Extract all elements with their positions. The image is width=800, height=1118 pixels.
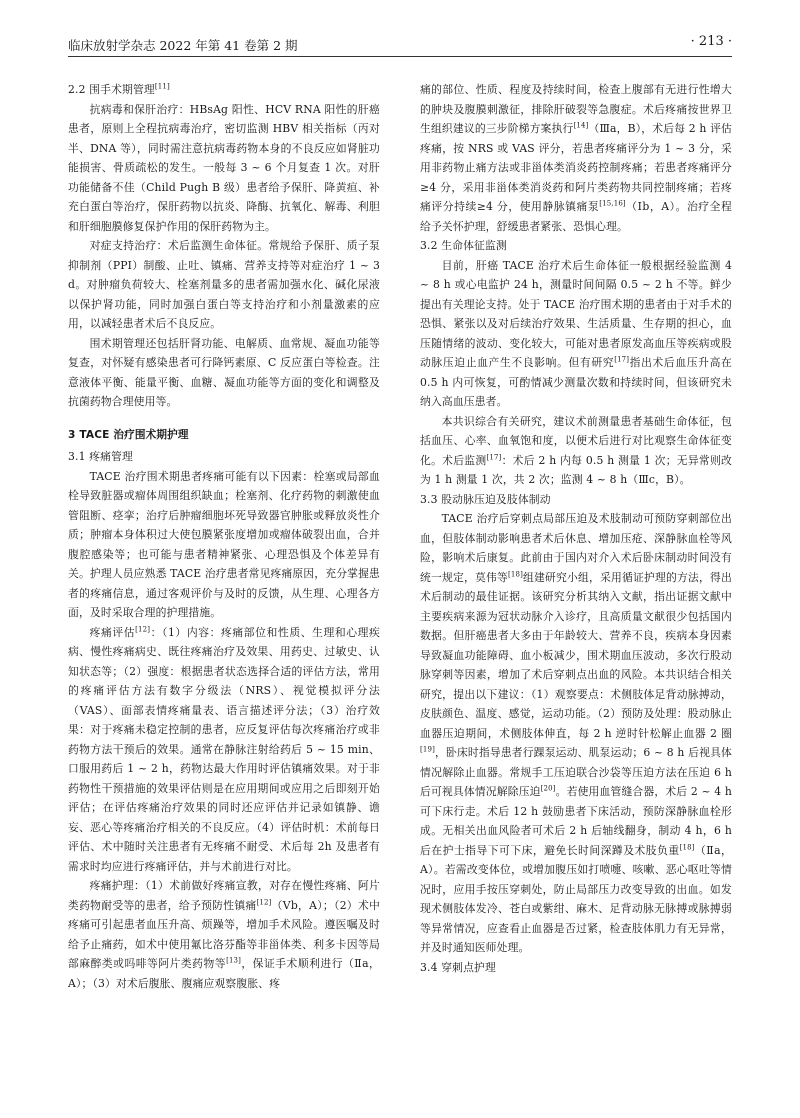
section-2-2-heading: 2.2 围手术期管理[11] [68, 82, 170, 96]
citation: [18] [508, 569, 523, 578]
paragraph: 对症支持治疗：术后监测生命体征。常规给予保肝、质子泵抑制剂（PPI）制酸、止吐、镇痛、营养支持等对症治疗 1 ~ 3 d。对肿瘤负荷较大、栓塞剂量多的患者需加强水化、碱化尿液以保护肾功能，同时加强白蛋白等支持治疗和小剂量激素的应用，以减轻患者术后不良反应。 [68, 239, 380, 330]
section-3-4-heading: 3.4 穿刺点护理 [420, 960, 496, 974]
section-3-1-heading: 3.1 疼痛管理 [68, 450, 133, 463]
left-column [68, 80, 380, 993]
journal-title: 临床放射学杂志 2022 年第 41 卷第 2 期 [68, 38, 298, 53]
paragraph: 疼痛护理：（1）术前做好疼痛宣教，对存在慢性疼痛、阿片类药物耐受等的患者，给予预防性镇痛[12]（Ⅴb，A）；（2）术中疼痛可引起患者血压升高、烦躁等，增加手术风险。遵医嘱及时给予止痛药，如术中使用氟比洛芬酯等非甾体类、利多卡因等局部麻醉类或吗啡等阿片类药物等[13]，保证手术顺利进行（Ⅱa，A）；（3）对术后腹胀、腹痛应观察腹胀、疼 [68, 879, 381, 990]
citation: [13] [226, 956, 242, 965]
section-3-2-heading: 3.2 生命体征监测 [420, 239, 507, 252]
citation: [19] [420, 745, 435, 754]
section-3-3-heading: 3.3 股动脉压迫及肢体制动 [420, 492, 551, 506]
citation: [15,16] [599, 199, 626, 208]
citation: [12] [135, 624, 151, 633]
paragraph: TACE 治疗后穿刺点局部压迫及术肢制动可预防穿刺部位出血，但肢体制动影响患者术后休息、增加压疮、深静脉血栓等风险，影响术后康复。此前由于国内对介入术后卧床制动时间没有统一规定，莫伟等[18]组建研究小组，采用循证护理的方法，得出术后制动的最佳证据。该研究分析其纳入文献，指出证据文献中主要疾病来源为冠状动脉介入诊疗，且高质量文献很少包括国内数据。但肝癌患者大多由于年龄较大、营养不良，疾病本身因素导致凝血功能障碍、血小板减少，围术期血压波动，多次行股动脉穿刺等因素，增加了术后穿刺点出血的风险。本共识结合相关研究，提出以下建议：（1）观察要点：术侧肢体足背动脉搏动，皮肤颜色、温度、感觉，运动功能。（2）预防及处理：股动脉止血器压迫期间，术侧肢体伸直，每 2 h 逆时针松解止血器 2 圈[19]，卧床时指导患者行踝泵运动、肌泵运动；6 ~ 8 h 后视具体情况解除止血器。常规手工压迫联合沙袋等压迫方法在压迫 6 h 后可视具体情况解除压迫[20]。若使用血管缝合器，术后 2 ~ 4 h 可下床行走。术后 12 h 鼓励患者下床活动，预防深静脉血栓形成。无相关出血风险者可术后 2 h 后轴线翻身，制动 4 h，6 h 后在护士指导下可下床，避免长时间深蹲及术肢负重[18]（Ⅱa，A）。若需改变体位，或增加腹压如打喷嚏、咳嗽、恶心呕吐等情况时，应用手按压穿刺处，防止局部压力改变导致的出血。如发现术侧肢体发冷、苍白或紫绀、麻木、足背动脉无脉搏或脉搏弱等异常情况，应查看止血器是否过紧，检查肢体肌力有无异常，并及时通知医师处理。 [420, 512, 733, 954]
paragraph: TACE 治疗围术期患者疼痛可能有以下因素：栓塞或局部血栓导致脏器或瘤体周围组织缺血；栓塞剂、化疗药物的刺激使血管阻断、痉挛；治疗后肿瘤细胞坏死导致器官肿胀或释放炎性介质；肿瘤本身体积过大使包膜紧张度增加或瘤体破裂出血，合并腹腔感染等；也可能与患者精神紧张、心理恐惧及个体差异有关。护理人员应熟悉 TACE 治疗患者常见疼痛原因，充分掌握患者的疼痛信息，通过客观评价与及时的反馈，从生理、心理各方面，及时采取合理的护理措施。 [68, 469, 380, 619]
paragraph: 围术期管理还包括肝肾功能、电解质、血常规、凝血功能等复查，对怀疑有感染患者可行降钙素原、C 反应蛋白等检查。注意液体平衡、能量平衡、血糖、凝血功能等方面的变化和调整及抗菌药物合理使用等。 [68, 336, 380, 408]
citation: [17] [614, 355, 630, 364]
citation: [20] [540, 784, 556, 793]
citation: [12] [256, 897, 272, 906]
running-header [68, 34, 732, 57]
citation: [11] [154, 82, 170, 91]
citation: [14] [573, 121, 589, 130]
section-3-heading: 3 TACE 治疗围术期护理 [68, 428, 189, 441]
paragraph: 抗病毒和保肝治疗：HBsAg 阳性、HCV RNA 阳性的肝癌患者，原则上全程抗病毒治疗，密切监测 HBV 相关指标（丙对半、DNA 等），同时需注意抗病毒药物本身的不良反应如肾脏功能损害、骨质疏松的发生。一般每 3 ~ 6 个月复查 1 次。对肝功能储备不佳（Child Pugh B 级）患者给予保肝、降黄疸、补充白蛋白等治疗，保肝药物以抗炎、降酶、抗氧化、解毒、利胆和肝细胞膜修复保护作用的保肝药物为主。 [68, 102, 380, 233]
citation: [18] [679, 842, 695, 851]
citation: [17] [486, 452, 502, 461]
page-number: · 213 · [690, 34, 732, 49]
right-column [420, 80, 732, 977]
paragraph: 疼痛评估[12]：（1）内容：疼痛部位和性质、生理和心理疾病、慢性疼痛病史、既往疼痛治疗及效果、用药史、过敏史、认知状态等；（2）强度：根据患者状态选择合适的评估方法，常用的疼痛评估方法有数字分级法（NRS）、视觉模拟评分法（VAS）、面部表情疼痛量表、语言描述评分法；（3）治疗效果：对于疼痛未稳定控制的患者，应反复评估每次疼痛治疗或非药物方法干预后的效果。通常在静脉注射给药后 5 ~ 15 min、口服用药后 1 ~ 2 h，药物达最大作用时评估镇痛效果。对于非药物性干预措施的效果评估则是在应用期间或应用之后即刻开始评估；在评估疼痛治疗效果的同时还应评估并记录如镇静、谵妄、恶心等疼痛治疗相关的不良反应。（4）评估时机：术前每日评估、术中随时关注患者有无疼痛不耐受、术后每 2h 及患者有需求时均应进行疼痛评估，并与术前进行对比。 [68, 624, 380, 873]
paragraph: 本共识综合有关研究，建议术前测量患者基础生命体征，包括血压、心率、血氧饱和度，以便术后进行对比观察生命体征变化。术后监测[17]：术后 2 h 内每 0.5 h 测量 1 次；无异常则改为 1 h 测量 1 次，共 2 次；监测 4 ~ 8 h（Ⅲc，B）。 [420, 414, 733, 486]
paragraph: 痛的部位、性质、程度及持续时间，检查上腹部有无进行性增大的肿块及腹膜刺激征，排除肝破裂等急腹症。术后疼痛按世界卫生组织建议的三步阶梯方案执行[14]（Ⅲa，B），术后每 2 h 评估疼痛，按 NRS 或 VAS 评分，若患者疼痛评分为 1 ~ 3 分，采用非药物止痛方法或非甾体类消炎药控制疼痛；若患者疼痛评分≥4 分，采用非甾体类消炎药和阿片类药物共同控制疼痛；若疼痛评分持续≥4 分，使用静脉镇痛泵[15,16]（Ⅰb，A）。治疗全程给予关怀护理，舒缓患者紧张、恐惧心理。 [420, 83, 732, 233]
paragraph: 目前，肝癌 TACE 治疗术后生命体征一般根据经验监测 4 ~ 8 h 或心电监护 24 h，测量时间间隔 0.5 ~ 2 h 不等。鲜少提出有关理论支持。处于 TACE 治疗围术期的患者由于对手术的恐惧、紧张以及对后续治疗效果、生活质量、生存期的担心，血压随情绪的波动、变化较大，可能对患者原发高血压等疾病或股动脉压迫止血产生不良影响。但有研究[17]指出术后血压升高在 0.5 h 内可恢复，可酌情减少测量次数和持续时间，但该研究未纳入高血压患者。 [420, 258, 732, 408]
